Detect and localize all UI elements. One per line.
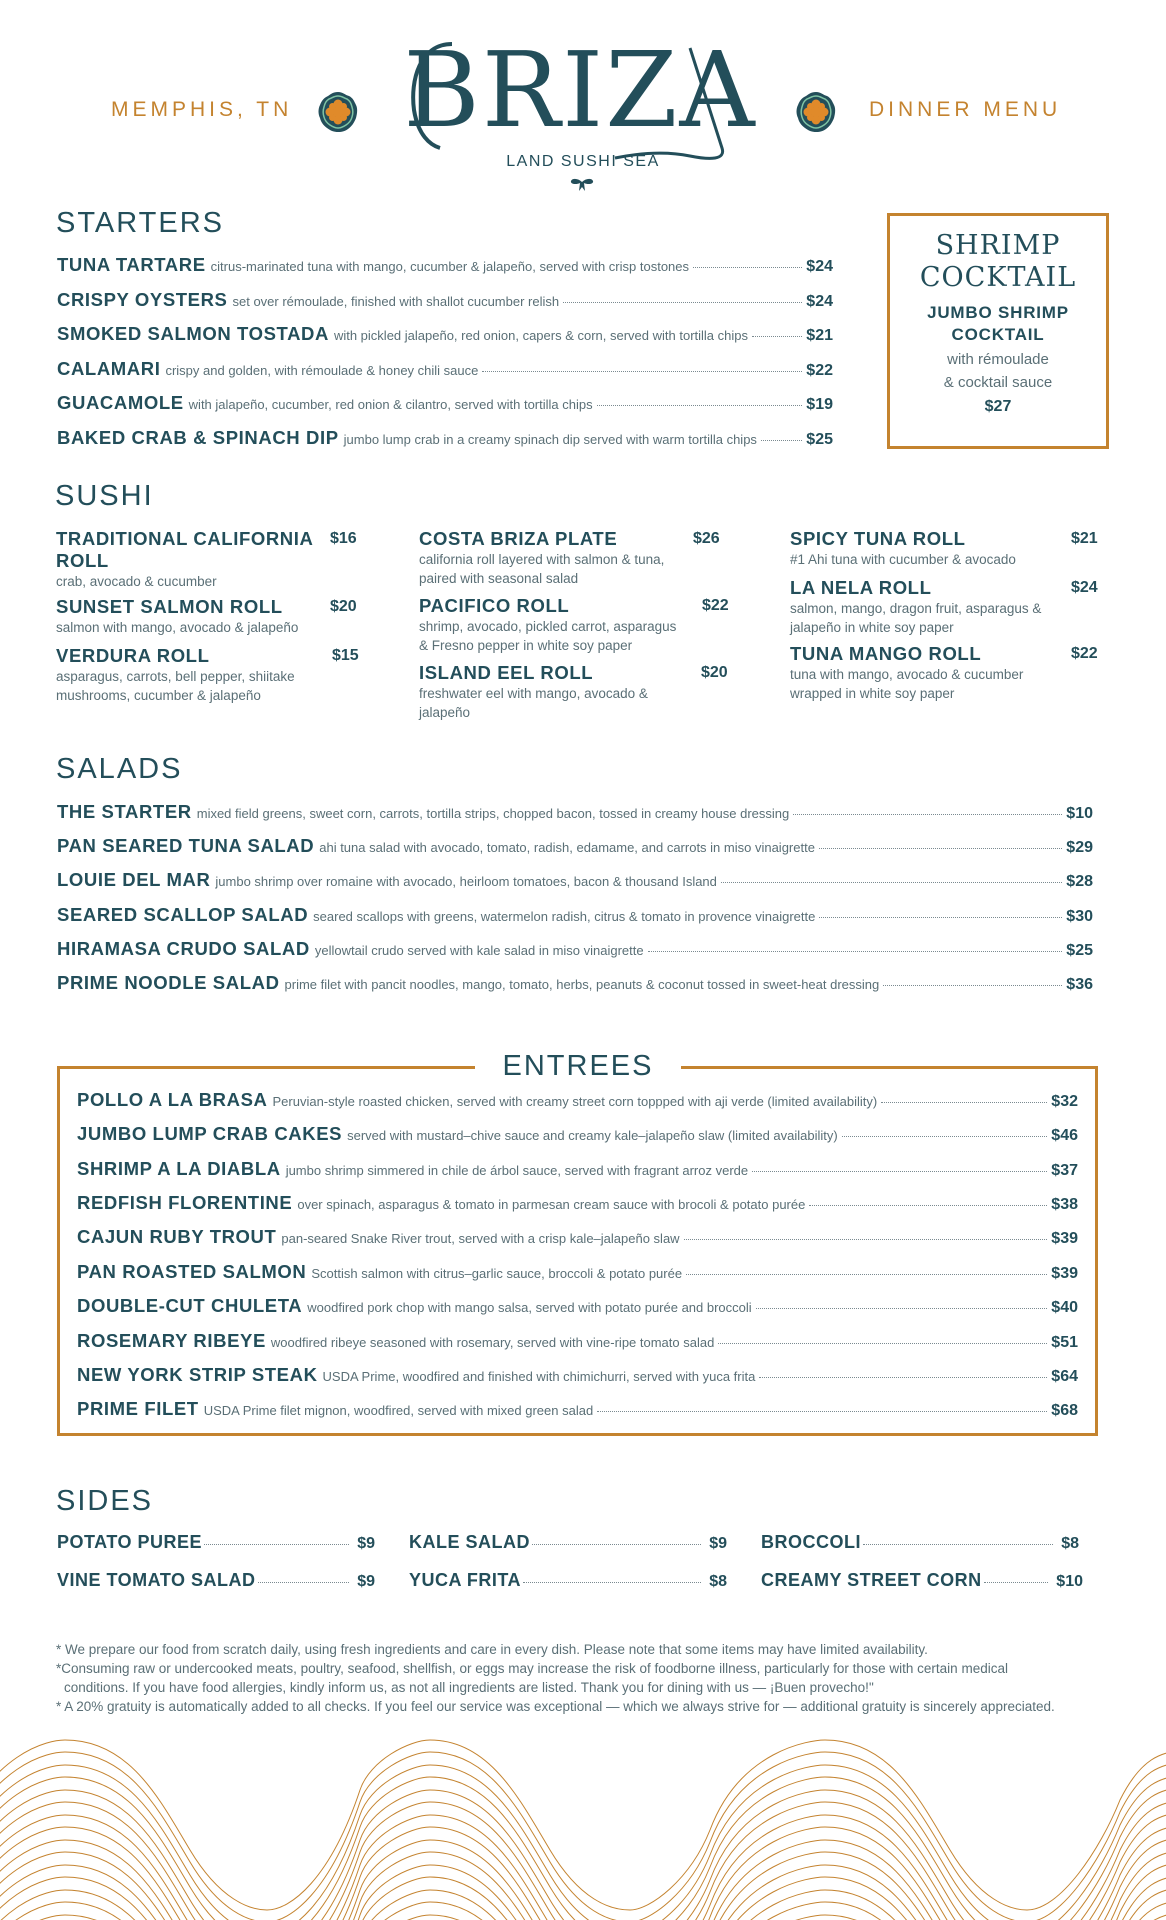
item-name: TUNA MANGO ROLL: [790, 643, 982, 664]
item-name: BROCCOLI: [761, 1532, 861, 1552]
sushi-item: [56, 596, 336, 637]
menu-item: [77, 1192, 1078, 1214]
item-price: $39: [1051, 1230, 1078, 1247]
wave-pattern-decoration: [0, 1735, 1166, 1920]
sushi-item: [790, 528, 1060, 569]
menu-item: [57, 358, 833, 380]
feature-script-line: SHRIMP: [935, 230, 1061, 261]
item-name: SEARED SCALLOP SALAD: [57, 904, 309, 925]
item-name: TRADITIONAL CALIFORNIA ROLL: [56, 528, 313, 571]
item-name: VERDURA ROLL: [56, 645, 210, 666]
item-name: CRISPY OYSTERS: [57, 289, 228, 310]
item-desc: shrimp, avocado, pickled carrot, asparagus & Fresno pepper in white soy paper: [419, 619, 677, 653]
dot-leader: [863, 1544, 1053, 1545]
item-name: SHRIMP A LA DIABLA: [77, 1158, 281, 1179]
item-desc: served with mustard–chive sauce and creamy kale–jalapeño slaw (limited availability): [347, 1128, 838, 1143]
sushi-item: [790, 577, 1060, 637]
footnote: *Consuming raw or undercooked meats, poultry, seafood, shellfish, or eggs may increase the risk of foodborne illness, particularly for those with certain medical: [56, 1661, 1008, 1676]
menu-item: [57, 254, 833, 276]
item-name: REDFISH FLORENTINE: [77, 1192, 293, 1213]
menu-item: [57, 323, 833, 345]
footnote: * A 20% gratuity is automatically added to all checks. If you feel our service was exceptional — which we always strive for — additional gratuity is sincerely appreciated.: [56, 1699, 1055, 1714]
item-price: $8: [709, 1573, 727, 1590]
item-name: GUACAMOLE: [57, 392, 184, 413]
item-price: $26: [693, 530, 720, 547]
item-price: $29: [1066, 839, 1093, 856]
sushi-item: [419, 528, 689, 588]
dot-leader: [648, 951, 1063, 952]
item-desc: pan-seared Snake River trout, served with a crisp kale–jalapeño slaw: [281, 1231, 680, 1246]
menu-item: [57, 427, 833, 449]
menu-item: [77, 1158, 1078, 1180]
item-desc: over spinach, asparagus & tomato in parmesan cream sauce with brocoli & potato purée: [297, 1197, 806, 1212]
menu-item: [57, 904, 1093, 926]
sushi-item: [56, 645, 316, 705]
dot-leader: [883, 985, 1062, 986]
sushi-item: [419, 662, 669, 722]
item-desc: jumbo shrimp over romaine with avocado, heirloom tomatoes, bacon & thousand Island: [215, 874, 717, 889]
sushi-item: [790, 643, 1060, 703]
item-price: $36: [1066, 976, 1093, 993]
section-title-entrees-wrap: [475, 1046, 681, 1086]
item-desc: salmon with mango, avocado & jalapeño: [56, 620, 299, 635]
item-price: $39: [1051, 1265, 1078, 1282]
dot-leader: [752, 336, 802, 337]
item-name: PAN ROASTED SALMON: [77, 1261, 307, 1282]
tagline: LAND SUSHI SEA: [506, 153, 660, 170]
item-price: $16: [330, 530, 357, 547]
menu-item: [77, 1330, 1078, 1352]
item-name: BAKED CRAB & SPINACH DIP: [57, 427, 339, 448]
feature-script-title: [890, 230, 1106, 294]
menu-item: [77, 1364, 1078, 1386]
item-price: $46: [1051, 1127, 1078, 1144]
menu-item: [77, 1123, 1078, 1145]
item-desc: freshwater eel with mango, avocado & jalapeño: [419, 686, 648, 720]
item-desc: tuna with mango, avocado & cucumber wrapped in white soy paper: [790, 667, 1024, 701]
dot-leader: [482, 371, 802, 372]
item-price: $37: [1051, 1162, 1078, 1179]
item-price: $19: [806, 396, 833, 413]
item-desc: salmon, mango, dragon fruit, asparagus & jalapeño in white soy paper: [790, 601, 1042, 635]
feature-name-line: COCKTAIL: [951, 325, 1045, 344]
item-desc: set over rémoulade, finished with shallot cucumber relish: [232, 294, 560, 309]
item-name: CREAMY STREET CORN: [761, 1570, 982, 1590]
item-name: KALE SALAD: [409, 1532, 530, 1552]
item-price: $28: [1066, 873, 1093, 890]
item-name: NEW YORK STRIP STEAK: [77, 1364, 318, 1385]
item-name: ROSEMARY RIBEYE: [77, 1330, 266, 1351]
item-price: $8: [1061, 1535, 1079, 1552]
item-price: $9: [357, 1535, 375, 1552]
feature-script-line: COCKTAIL: [919, 262, 1077, 293]
item-name: POLLO A LA BRASA: [77, 1089, 268, 1110]
item-desc: USDA Prime, woodfired and finished with chimichurri, served with yuca frita: [322, 1369, 756, 1384]
item-desc: Scottish salmon with citrus–garlic sauce, broccoli & potato purée: [311, 1266, 683, 1281]
item-name: TUNA TARTARE: [57, 254, 206, 275]
side-item: [57, 1570, 375, 1591]
item-desc: #1 Ahi tuna with cucumber & avocado: [790, 552, 1016, 567]
item-name: JUMBO LUMP CRAB CAKES: [77, 1123, 343, 1144]
item-desc: woodfired ribeye seasoned with rosemary, served with vine-ripe tomato salad: [270, 1335, 715, 1350]
item-name: YUCA FRITA: [409, 1570, 521, 1590]
item-name: SPICY TUNA ROLL: [790, 528, 966, 549]
item-name: DOUBLE-CUT CHULETA: [77, 1295, 303, 1316]
dot-leader: [756, 1308, 1048, 1309]
item-price: $21: [806, 327, 833, 344]
item-name: CAJUN RUBY TROUT: [77, 1226, 277, 1247]
item-desc: jumbo shrimp simmered in chile de árbol sauce, served with fragrant arroz verde: [285, 1163, 749, 1178]
side-item: [409, 1570, 727, 1591]
dot-leader: [686, 1274, 1047, 1275]
menu-item: [57, 835, 1093, 857]
item-price: $24: [1071, 579, 1098, 596]
item-desc: with jalapeño, cucumber, red onion & cilantro, served with tortilla chips: [188, 397, 593, 412]
item-desc: california roll layered with salmon & tuna, paired with seasonal salad: [419, 552, 665, 586]
item-price: $24: [806, 293, 833, 310]
item-price: $15: [332, 647, 359, 664]
feature-desc-line: & cocktail sauce: [943, 374, 1053, 391]
side-item: [761, 1532, 1079, 1553]
item-name: HIRAMASA CRUDO SALAD: [57, 938, 310, 959]
menu-item: [57, 869, 1093, 891]
menu-item: [77, 1089, 1078, 1111]
item-price: $21: [1071, 530, 1098, 547]
menu-item: [77, 1261, 1078, 1283]
dot-leader: [842, 1136, 1048, 1137]
feature-desc-line: with rémoulade: [947, 351, 1049, 368]
menu-item: [57, 972, 1093, 994]
menu-item: [77, 1398, 1078, 1420]
location-label: MEMPHIS, TN: [111, 98, 293, 121]
dot-leader: [881, 1102, 1047, 1103]
footnote: * We prepare our food from scratch daily, using fresh ingredients and care in every dish. Please note that some items may have limited availability.: [56, 1642, 928, 1657]
item-price: $38: [1051, 1196, 1078, 1213]
item-price: $51: [1051, 1334, 1078, 1351]
feature-desc: [890, 348, 1106, 394]
item-name: POTATO PUREE: [57, 1532, 203, 1552]
item-price: $20: [701, 664, 728, 681]
dot-leader: [532, 1544, 701, 1545]
side-item: [409, 1532, 727, 1553]
menu-type-label: DINNER MENU: [869, 98, 1062, 121]
section-title-sushi: SUSHI: [55, 480, 154, 512]
item-name: LOUIE DEL MAR: [57, 869, 211, 890]
menu-item: [57, 289, 833, 311]
side-item: [57, 1532, 375, 1553]
item-price: $20: [330, 598, 357, 615]
dot-leader: [597, 1411, 1047, 1412]
item-name: PRIME NOODLE SALAD: [57, 972, 280, 993]
dot-leader: [809, 1205, 1047, 1206]
side-item: [761, 1570, 1083, 1591]
item-desc: crispy and golden, with rémoulade & honey chili sauce: [165, 363, 479, 378]
menu-item: [77, 1295, 1078, 1317]
feature-name-line: JUMBO SHRIMP: [927, 303, 1069, 322]
bow-ornament-icon: [570, 178, 594, 192]
item-name: PAN SEARED TUNA SALAD: [57, 835, 315, 856]
dot-leader: [563, 302, 802, 303]
item-price: $10: [1066, 805, 1093, 822]
item-price: $40: [1051, 1299, 1078, 1316]
menu-item: [57, 801, 1093, 823]
dot-leader: [819, 917, 1062, 918]
item-price: $22: [1071, 645, 1098, 662]
item-price: $30: [1066, 908, 1093, 925]
item-name: THE STARTER: [57, 801, 192, 822]
item-desc: asparagus, carrots, bell pepper, shiitake mushrooms, cucumber & jalapeño: [56, 669, 295, 703]
dot-leader: [761, 440, 802, 441]
dot-leader: [258, 1582, 350, 1583]
item-name: SMOKED SALMON TOSTADA: [57, 323, 329, 344]
dot-leader: [693, 267, 802, 268]
menu-item: [57, 938, 1093, 960]
item-name: CALAMARI: [57, 358, 161, 379]
section-title-starters: STARTERS: [56, 207, 225, 239]
feature-price: $27: [984, 398, 1012, 415]
dot-leader: [752, 1171, 1047, 1172]
item-desc: citrus-marinated tuna with mango, cucumber & jalapeño, served with crisp tostones: [210, 259, 690, 274]
dot-leader: [718, 1343, 1047, 1344]
item-name: LA NELA ROLL: [790, 577, 932, 598]
dot-leader: [819, 848, 1062, 849]
featured-shrimp-cocktail: [887, 213, 1109, 449]
item-name: SUNSET SALMON ROLL: [56, 596, 283, 617]
item-price: $9: [357, 1573, 375, 1590]
medallion-flower-icon: [318, 91, 358, 133]
sushi-item: [419, 595, 689, 655]
feature-name: [890, 302, 1106, 346]
item-price: $9: [709, 1535, 727, 1552]
item-desc: prime filet with pancit noodles, mango, tomato, herbs, peanuts & coconut tossed in sweet-heat dressing: [284, 977, 880, 992]
item-desc: with pickled jalapeño, red onion, capers & corn, served with tortilla chips: [333, 328, 748, 343]
dot-leader: [759, 1377, 1047, 1378]
item-price: $68: [1051, 1402, 1078, 1419]
item-name: ISLAND EEL ROLL: [419, 662, 594, 683]
item-price: $25: [1066, 942, 1093, 959]
section-title-sides: SIDES: [56, 1485, 154, 1517]
item-price: $22: [806, 362, 833, 379]
item-desc: seared scallops with greens, watermelon radish, citrus & tomato in provence vinaigrette: [313, 909, 816, 924]
menu-header: [0, 0, 1166, 200]
item-name: COSTA BRIZA PLATE: [419, 528, 618, 549]
item-desc: ahi tuna salad with avocado, tomato, radish, edamame, and carrots in miso vinaigrette: [319, 840, 815, 855]
footnotes: [56, 1640, 1116, 1716]
brand-logo: [400, 30, 760, 170]
dot-leader: [793, 814, 1062, 815]
dot-leader: [684, 1239, 1048, 1240]
item-desc: Peruvian-style roasted chicken, served with creamy street corn toppped with aji verde (limited availability): [272, 1094, 878, 1109]
dot-leader: [597, 405, 803, 406]
dot-leader: [523, 1582, 701, 1583]
section-title-entrees: ENTREES: [502, 1050, 654, 1082]
item-price: $32: [1051, 1093, 1078, 1110]
item-desc: woodfired pork chop with mango salsa, served with potato purée and broccoli: [307, 1300, 752, 1315]
dot-leader: [204, 1544, 349, 1545]
item-desc: jumbo lump crab in a creamy spinach dip served with warm tortilla chips: [343, 432, 757, 447]
item-desc: mixed field greens, sweet corn, carrots, tortilla strips, chopped bacon, tossed in creamy house dressing: [196, 806, 790, 821]
item-name: VINE TOMATO SALAD: [57, 1570, 256, 1590]
sushi-item: [56, 528, 316, 591]
dot-leader: [721, 882, 1062, 883]
menu-item: [77, 1226, 1078, 1248]
dot-leader: [984, 1582, 1049, 1583]
item-price: $24: [806, 258, 833, 275]
item-price: $22: [702, 597, 729, 614]
item-price: $10: [1056, 1573, 1083, 1590]
menu-item: [57, 392, 833, 414]
item-desc: crab, avocado & cucumber: [56, 574, 217, 589]
medallion-flower-icon: [796, 91, 836, 133]
item-desc: yellowtail crudo served with kale salad in miso vinaigrette: [314, 943, 644, 958]
item-name: PRIME FILET: [77, 1398, 199, 1419]
section-title-salads: SALADS: [56, 753, 183, 785]
item-price: $25: [806, 431, 833, 448]
item-price: $64: [1051, 1368, 1078, 1385]
item-desc: USDA Prime filet mignon, woodfired, served with mixed green salad: [203, 1403, 594, 1418]
brand-name: BRIZA: [403, 29, 757, 151]
footnote: conditions. If you have food allergies, kindly inform us, as not all ingredients are listed. Thank you for dining with us — ¡Buen provecho!": [64, 1680, 874, 1695]
item-name: PACIFICO ROLL: [419, 595, 570, 616]
